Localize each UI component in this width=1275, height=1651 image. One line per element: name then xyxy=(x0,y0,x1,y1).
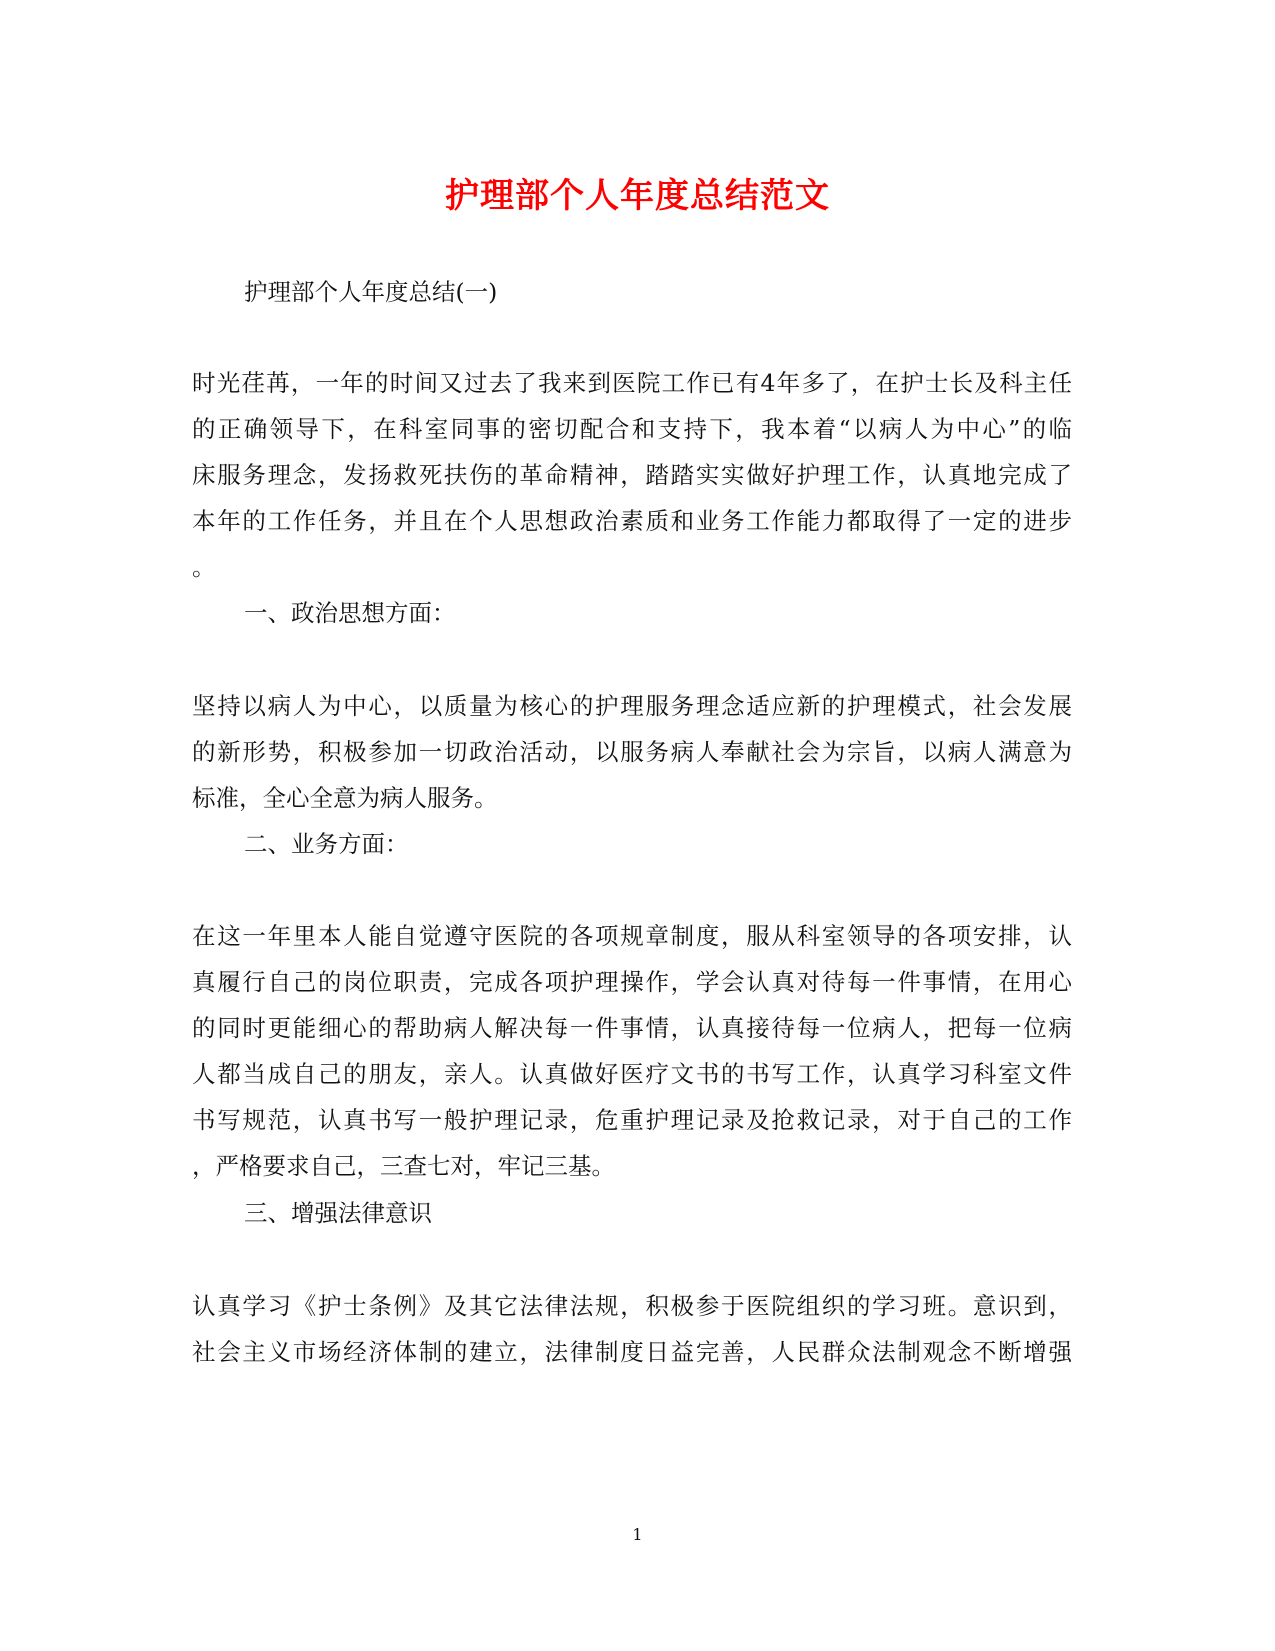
document-title: 护理部个人年度总结范文 xyxy=(445,176,830,216)
paragraph-line: 的同时更能细心的帮助病人解决每一件事情，认真接待每一位病人，把每一位病 xyxy=(192,1014,1072,1042)
section-subtitle: 护理部个人年度总结(一) xyxy=(244,278,498,306)
page-number: 1 xyxy=(632,1525,643,1544)
paragraph-line: 坚持以病人为中心，以质量为核心的护理服务理念适应新的护理模式，社会发展 xyxy=(192,692,1072,720)
paragraph-line: 社会主义市场经济体制的建立，法律制度日益完善，人民群众法制观念不断增强 xyxy=(192,1338,1072,1366)
section-heading: 三、增强法律意识 xyxy=(244,1199,432,1227)
paragraph-line: ，严格要求自己，三查七对，牢记三基。 xyxy=(192,1152,615,1180)
paragraph-line: 真履行自己的岗位职责，完成各项护理操作，学会认真对待每一件事情，在用心 xyxy=(192,968,1072,996)
paragraph-line: 的正确领导下，在科室同事的密切配合和支持下，我本着“以病人为中心”的临 xyxy=(192,415,1072,443)
paragraph-line: 床服务理念，发扬救死扶伤的革命精神，踏踏实实做好护理工作，认真地完成了 xyxy=(192,461,1072,489)
paragraph-line: 的新形势，积极参加一切政治活动，以服务病人奉献社会为宗旨，以病人满意为 xyxy=(192,738,1072,766)
paragraph-line: 。 xyxy=(192,553,216,581)
section-heading: 一、政治思想方面： xyxy=(244,599,456,627)
paragraph-line: 书写规范，认真书写一般护理记录，危重护理记录及抢救记录，对于自己的工作 xyxy=(192,1106,1072,1134)
paragraph-line: 人都当成自己的朋友，亲人。认真做好医疗文书的书写工作，认真学习科室文件 xyxy=(192,1060,1072,1088)
paragraph-line: 在这一年里本人能自觉遵守医院的各项规章制度，服从科室领导的各项安排，认 xyxy=(192,922,1072,950)
section-heading: 二、业务方面： xyxy=(244,830,409,858)
paragraph-line: 标准，全心全意为病人服务。 xyxy=(192,784,498,812)
paragraph-line: 认真学习《护士条例》及其它法律法规，积极参于医院组织的学习班。意识到， xyxy=(192,1292,1072,1320)
paragraph-line: 时光荏苒，一年的时间又过去了我来到医院工作已有4年多了，在护士长及科主任 xyxy=(192,369,1072,397)
paragraph-line: 本年的工作任务，并且在个人思想政治素质和业务工作能力都取得了一定的进步 xyxy=(192,507,1072,535)
